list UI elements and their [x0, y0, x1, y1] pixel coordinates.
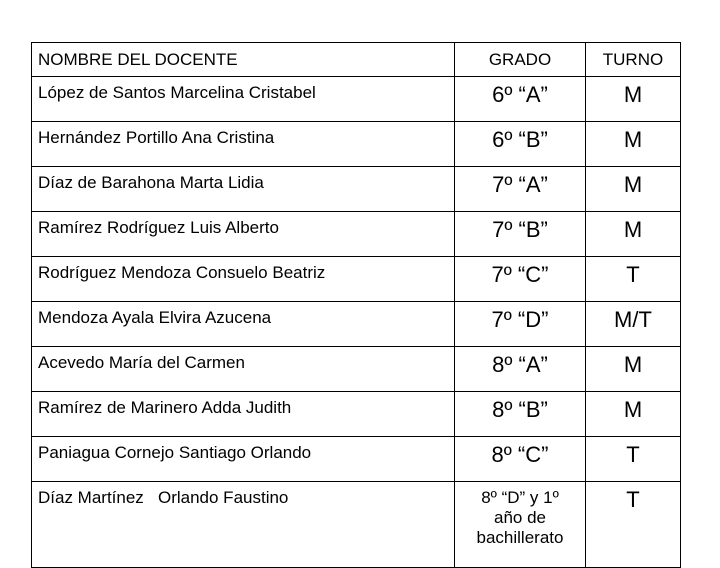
- table-row: [32, 482, 681, 568]
- teacher-name: Hernández Portillo Ana Cristina: [32, 122, 455, 167]
- table-row: [32, 302, 681, 347]
- teacher-grade: 7º “B”: [455, 212, 586, 257]
- teacher-shift: M/T: [586, 302, 681, 347]
- teacher-grade: 7º “D”: [455, 302, 586, 347]
- teacher-name: Mendoza Ayala Elvira Azucena: [32, 302, 455, 347]
- teacher-shift: M: [586, 167, 681, 212]
- teacher-grade: 8º “D” y 1º año de bachillerato: [455, 482, 586, 568]
- teacher-name: Díaz Martínez Orlando Faustino: [32, 482, 455, 568]
- table-header-row: [32, 43, 681, 77]
- teacher-shift: M: [586, 392, 681, 437]
- teacher-grade: 7º “A”: [455, 167, 586, 212]
- header-name: NOMBRE DEL DOCENTE: [32, 43, 455, 77]
- teacher-shift: M: [586, 347, 681, 392]
- teacher-shift: T: [586, 257, 681, 302]
- teacher-shift: M: [586, 212, 681, 257]
- table-row: [32, 122, 681, 167]
- table-row: [32, 167, 681, 212]
- table-row: [32, 437, 681, 482]
- teacher-grade: 8º “C”: [455, 437, 586, 482]
- teacher-grade: 7º “C”: [455, 257, 586, 302]
- table-row: [32, 77, 681, 122]
- teacher-shift: M: [586, 122, 681, 167]
- teacher-name: Ramírez Rodríguez Luis Alberto: [32, 212, 455, 257]
- teacher-grade: 6º “B”: [455, 122, 586, 167]
- header-grade: GRADO: [455, 43, 586, 77]
- table-row: [32, 392, 681, 437]
- teacher-grade: 8º “B”: [455, 392, 586, 437]
- table-row: [32, 257, 681, 302]
- header-shift: TURNO: [586, 43, 681, 77]
- teachers-table: [31, 42, 681, 568]
- teacher-shift: M: [586, 77, 681, 122]
- teacher-name: Ramírez de Marinero Adda Judith: [32, 392, 455, 437]
- teacher-grade: 6º “A”: [455, 77, 586, 122]
- teacher-name: Acevedo María del Carmen: [32, 347, 455, 392]
- table-row: [32, 212, 681, 257]
- teacher-name: Rodríguez Mendoza Consuelo Beatriz: [32, 257, 455, 302]
- table-row: [32, 347, 681, 392]
- teacher-shift: T: [586, 437, 681, 482]
- teacher-name: López de Santos Marcelina Cristabel: [32, 77, 455, 122]
- teacher-shift: T: [586, 482, 681, 568]
- teacher-name: Díaz de Barahona Marta Lidia: [32, 167, 455, 212]
- teacher-name: Paniagua Cornejo Santiago Orlando: [32, 437, 455, 482]
- teacher-grade: 8º “A”: [455, 347, 586, 392]
